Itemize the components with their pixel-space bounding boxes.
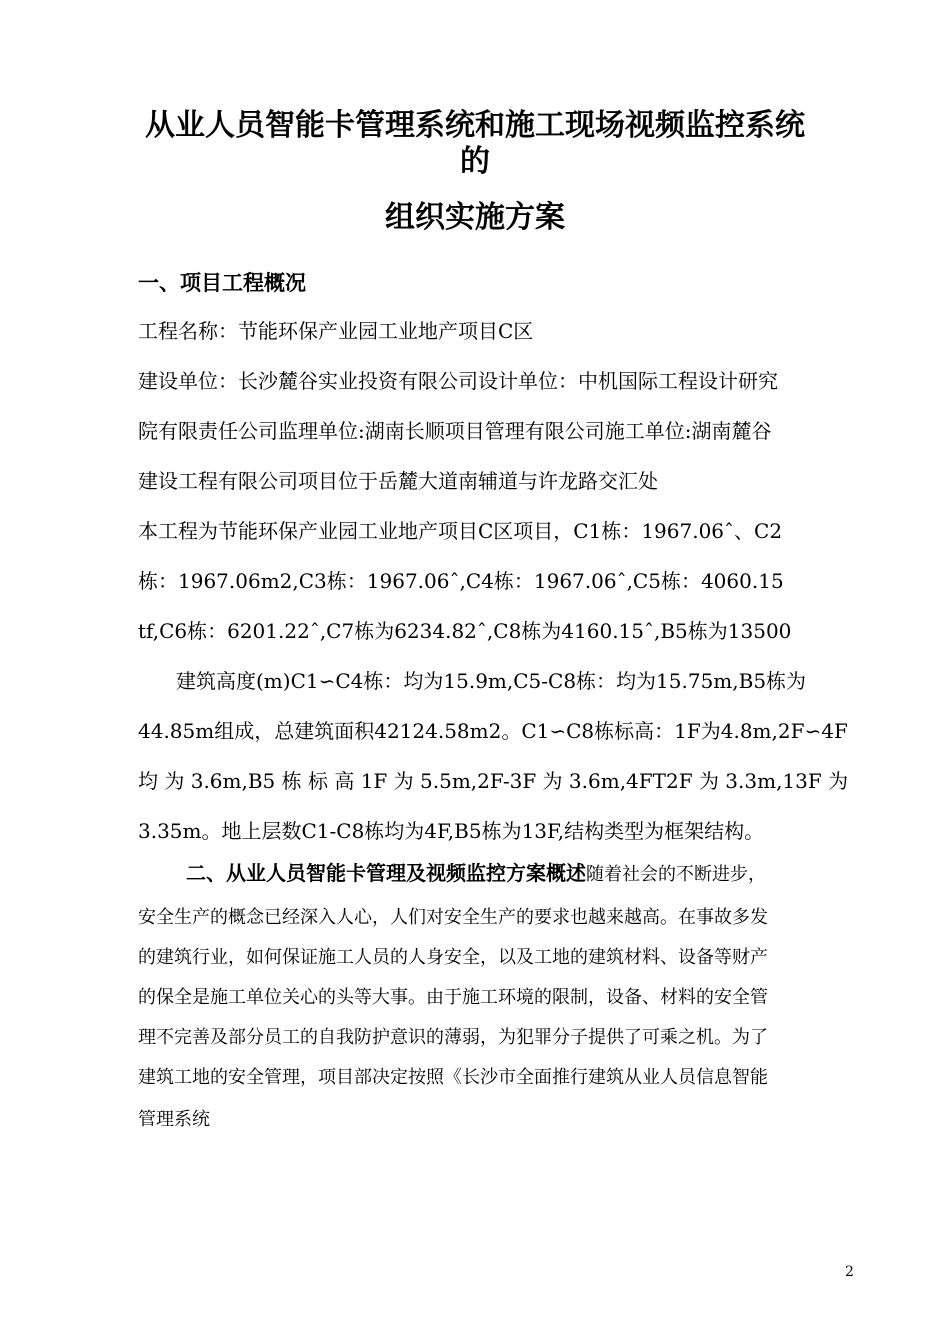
body-line: 院有限责任公司监理单位:湖南长顺项目管理有限公司施工单位:湖南麓谷 — [138, 419, 772, 443]
body-line: 的保全是施工单位关心的头等大事。由于施工环境的限制，设备、材料的安全管 — [138, 987, 768, 1008]
document-title-line-3: 组织实施方案 — [385, 200, 565, 235]
body-line: 44.85m组成，总建筑面积42124.58m2。C1∽C8栋标高：1F为4.8m,2F∽4F — [138, 719, 848, 743]
body-line: 建筑高度(m)C1∽C4栋：均为15.9m,C5-C8栋：均为15.75m,B5栋为 — [176, 669, 807, 693]
project-name-line: 工程名称：节能环保产业园工业地产项目C区 — [138, 319, 534, 343]
body-line: 栋：1967.06m2,C3栋：1967.06ˆ,C4栋：1967.06ˆ,C5栋：4060.15 — [138, 569, 784, 593]
body-line: 建设工程有限公司项目位于岳麓大道南辅道与许龙路交汇处 — [138, 469, 658, 493]
body-line: 管理系统 — [138, 1109, 210, 1130]
body-line: tf,C6栋：6201.22ˆ,C7栋为6234.82ˆ,C8栋为4160.15ˆ,B5栋为13500 — [138, 619, 792, 643]
page-number: 2 — [845, 1264, 854, 1280]
body-line: 的建筑行业，如何保证施工人员的人身安全，以及工地的建筑材料、设备等财产 — [138, 947, 768, 968]
body-line: 建设单位：长沙麓谷实业投资有限公司设计单位：中机国际工程设计研究 — [138, 369, 778, 393]
section-1-heading: 一、项目工程概况 — [138, 271, 306, 295]
body-line: 建筑工地的安全管理，项目部决定按照《长沙市全面推行建筑从业人员信息智能 — [138, 1067, 768, 1088]
body-line: 安全生产的概念已经深入人心，人们对安全生产的要求也越来越高。在事故多发 — [138, 907, 768, 928]
section-2-first-line — [186, 858, 766, 890]
section-2-heading: 二、从业人员智能卡管理及视频监控方案概述 — [186, 861, 586, 885]
document-title-line-1: 从业人员智能卡管理系统和施工现场视频监控系统 — [145, 108, 805, 143]
body-line: 本工程为节能环保产业园工业地产项目C区项目，C1栋：1967.06ˆ、C2 — [138, 519, 783, 543]
body-line: 理不完善及部分员工的自我防护意识的薄弱，为犯罪分子提供了可乘之机。为了 — [138, 1027, 768, 1048]
body-line: 3.35m。地上层数C1-C8栋均为4F,B5栋为13F,结构类型为框架结构。 — [138, 819, 765, 843]
document-title-line-2: 的 — [460, 144, 490, 179]
section-2-first-tail: 随着社会的不断进步， — [586, 864, 766, 885]
body-line: 均 为 3.6m,B5 栋 标 高 1F 为 5.5m,2F-3F 为 3.6m,4FT2F 为 3.3m,13F 为 — [138, 769, 849, 793]
